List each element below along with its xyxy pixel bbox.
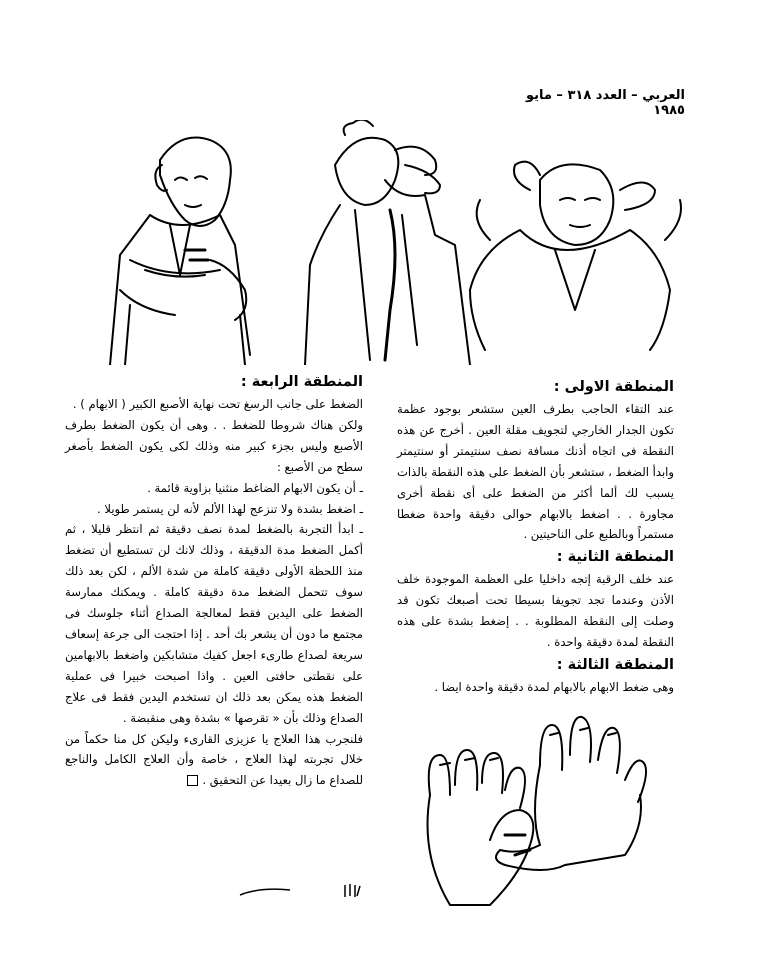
zone3-heading: المنطقة الثالثة : — [556, 656, 674, 673]
left-column — [65, 370, 363, 791]
zone4-paragraph-4-text: فلنجرب هذا العلاج يا عزيزى القارىء وليكن كل منا حكماً من خلال تجربته لهذا العلاج ، خاصة وأن العلاج الكامل والناجع للصداع ما زال بعيدا عن التحقيق . — [65, 731, 363, 788]
zone3-text: وهى ضغط الابهام بالابهام لمدة دقيقة واحدة ايضا . — [434, 679, 674, 694]
zone4-paragraph-3: ـ ابدأ التجربة بالضغط لمدة نصف دقيقة ثم انتظر قليلا ، ثم أكمل الضغط مدة الدقيقة ، وذلك لانك لن تستطيع أن تضغط منذ اللحظة الأولى دقيقة كاملة من شدة الألم ، لكن بعد ذلك سوف تتحمل الضغط مدة دقيقة كاملة . ويمكنك ممارسة الضغط على اليدين فقط لمعالجة الصداع أثناء جلوسك فى مجتمع ما دون أن يشعر بك أحد . إذا احتجت الى جرعة إسعاف سريعة لصداع طارىء اجعل كفيك متشابكين واضغط بالابهامين على نقطتى حافتى العين . واذا اصبحت خبيرا فى عملية الضغط هذه يمكن بعد ذلك ان تستخدم اليدين فقط فى علاج الصداع وذلك بأن « تقرصها » بشدة وهى منقبضة . — [65, 522, 363, 725]
zone4-bullet-1: ـ أن يكون الابهام الضاغط منثنيا بزاوية قائمة . — [147, 480, 363, 495]
zone4-bullet-2: ـ اضغط بشدة ولا تنزعج لهذا الألم لأنه لن يستمر طويلا . — [97, 501, 363, 516]
right-column — [397, 375, 674, 698]
zone4-heading: المنطقة الرابعة : — [240, 374, 363, 390]
zone2-heading: المنطقة الثانية : — [556, 549, 674, 566]
three-men-pressure-points-illustration — [90, 120, 710, 365]
zone1-text: عند التقاء الحاجب بطرف العين ستشعر بوجود عظمة تكون الجدار الخارجي لتجويف مقلة العين . أخرج عن هذه النقطة فى اتجاه أذنك مسافة نصف سنتيمتر أو سنتيمتر وابدأ الضغط ، ستشعر بأن الضغط على هذه النقطة بالذات يسبب لك ألما أكثر من الضغط على أى نقطة أخرى مجاورة . . اضغط بالابهام حوالى دقيقة واحدة ضغطا مستمراً وبالطبع على الناحيتين . — [397, 402, 674, 542]
man-neck-press-figure — [305, 120, 470, 365]
zone1-heading: المنطقة الاولى : — [553, 379, 674, 395]
zone2-text: عند خلف الرقبة إتجه داخليا على العظمة الموجودة خلف الأذن وعندما تجد تجويفا بسيطا تحت أصبعك تكون قد وصلت إلى النقطة المطلوبة . . إضغط بشدة على هذه النقطة لمدة دقيقة واحدة . — [397, 572, 674, 650]
zone4-paragraph-2: ولكن هناك شروطا للضغط . . وهى أن يكون الضغط بطرف الأصبع وليس بجزء كبير منه وذلك لكى يكون الضغط بأصغر سطح من الأصبع : — [65, 417, 363, 474]
page-header: العربي – العدد ٣١٨ – مايو ١٩٨٥ — [525, 88, 685, 118]
end-of-article-mark — [187, 775, 198, 786]
artist-signature-scribble — [235, 880, 375, 900]
zone4-paragraph-4 — [65, 729, 363, 792]
hands-pressure-point-illustration — [400, 705, 670, 930]
man-thumb-press-figure — [110, 138, 250, 366]
man-ear-press-figure — [470, 162, 681, 350]
zone4-paragraph-1: الضغط على جانب الرسغ تحت نهاية الأصبع الكبير ( الابهام ) . — [72, 397, 363, 411]
